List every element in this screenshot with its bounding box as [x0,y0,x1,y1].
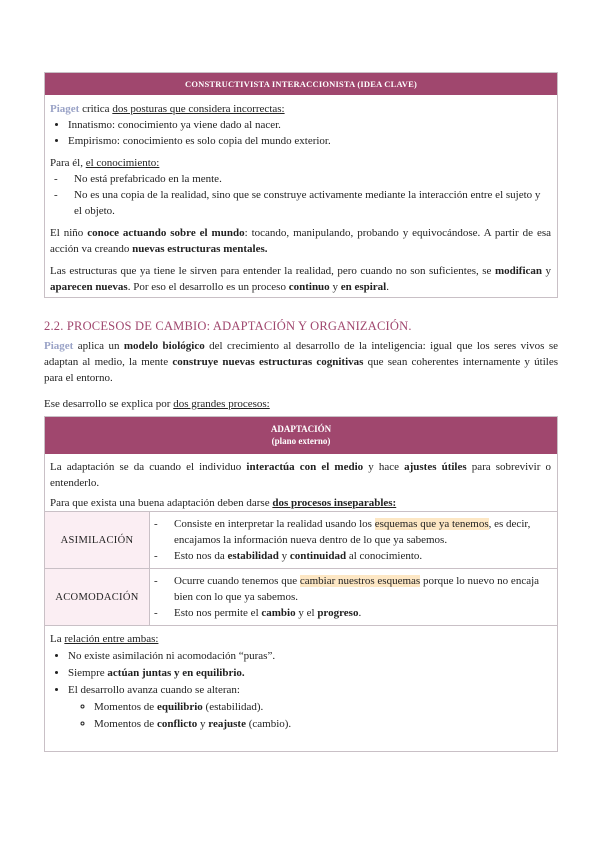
text: El desarrollo avanza cuando se alteran: [68,684,240,696]
bold-text: progreso [317,607,359,619]
section-title: 2.2. PROCESOS DE CAMBIO: ADAPTACIÓN Y ORGANIZACIÓN. [44,319,412,333]
moments-list [68,699,551,733]
text: y [278,550,290,562]
posture-desc: : conocimiento ya viene dado al nacer. [112,119,281,131]
bold-text: modelo biológico [123,340,205,352]
paragraph [44,338,558,386]
text: (cambio). [245,718,292,730]
bold-text: interactúa con el medio [246,461,364,473]
text: Siempre [68,667,108,679]
text: y [542,265,551,277]
bold-text: reajuste [208,718,246,730]
bold-text: cambio [261,607,296,619]
text: La adaptación se da cuando el individuo [50,461,247,473]
bold-text: nuevas estructuras mentales. [132,243,268,255]
text: : tocando, manipulando, probando y equivocándose. A partir de esa acción va creando [50,227,551,255]
paragraph [50,459,551,491]
relation-list [50,648,551,733]
bold-text: continuidad [289,550,347,562]
underlined-text: el conocimiento: [85,157,160,169]
list-item: • No existe asimilación ni acomodación “puras”. [68,648,551,665]
text: Esto nos permite el [174,607,262,619]
constructivist-header: CONSTRUCTIVISTA INTERACCIONISTA (IDEA CLAVE) [45,73,557,95]
posture-name: Innatismo [68,119,112,131]
text: . [386,281,389,293]
underlined-text: relación entre ambas: [64,633,159,645]
list-item [68,133,551,149]
text: critica [79,103,113,115]
paragraph [50,495,551,511]
list-item [174,605,551,621]
bold-text: construye nuevas estructuras cognitivas [172,356,364,368]
paragraph [44,396,270,412]
text: y hace [363,461,405,473]
paragraph [50,263,551,295]
text: , es decir, encajamos la información nueva dentro de lo que ya sabemos. [174,518,531,546]
postures-list [50,117,551,149]
bold-text: en espiral [340,281,387,293]
header-title: ADAPTACIÓN [270,424,332,434]
text: del crecimiento al desarrollo de la inteligencia: igual que los seres vivos se adaptan al medio, la mente [44,340,559,368]
adaptation-box [44,416,558,752]
text: Ocurre cuando tenemos que [174,575,300,587]
asimilacion-content [150,512,557,568]
bold-text: continuo [288,281,330,293]
adaptation-header [45,417,557,454]
bold-underlined-text: dos procesos inseparables: [272,497,397,509]
underlined-text: dos grandes procesos: [173,398,270,410]
list-item [174,516,551,548]
text: y el [295,607,318,619]
text: . [358,607,362,619]
header-subtitle: (plano externo) [271,436,331,446]
asimilacion-label: ASIMILACIÓN [45,512,150,568]
text: . Por eso el desarrollo es un proceso [127,281,289,293]
text: porque lo nuevo no encaja bien con lo que ya sabemos. [174,575,540,603]
list-item [174,548,551,564]
bold-text: modifican [494,265,542,277]
knowledge-list [50,171,551,219]
text: para sobrevivir o entenderlo. [50,461,551,489]
list-item [94,716,551,733]
list-item [68,665,551,682]
posture-desc: : conocimiento es solo copia del mundo exterior. [116,135,331,147]
list-item [94,699,551,716]
paragraph [50,225,551,257]
bold-text: ajustes útiles [404,461,467,473]
constructivist-body [45,95,557,295]
text: Momentos de [94,718,157,730]
acomodacion-row [45,569,557,626]
posture-name: Empirismo [68,135,117,147]
highlighted-text: cambiar nuestros esquemas [299,575,421,587]
bold-text: conflicto [156,718,198,730]
text: Esto nos da [174,550,228,562]
text: que sean coherentes internamente y útiles para el entorno. [44,356,558,384]
relation-section [45,626,557,733]
bold-text: estabilidad [227,550,279,562]
text: aplica un [73,340,124,352]
text: (estabilidad). [202,701,264,713]
highlighted-text: esquemas que ya tenemos [374,518,489,530]
piaget-name: Piaget [50,103,80,115]
bold-text: conoce actuando sobre el mundo [87,227,245,239]
text: y [329,281,341,293]
list-item: - No es una copia de la realidad, sino que se construye activamente mediante la interacción entre el sujeto y el objeto. [74,187,551,219]
bold-text: actúan juntas y en equilibrio. [107,667,245,679]
text: y [197,718,209,730]
text: al conocimiento. [346,550,423,562]
list-item [68,682,551,733]
acomodacion-list [150,573,551,621]
text: Ese desarrollo se explica por [44,398,174,410]
text: Para que exista una buena adaptación deben darse [50,497,273,509]
text: Las estructuras que ya tiene le sirven para entender la realidad, pero cuando no son suficientes, se [50,265,495,277]
acomodacion-content [150,569,557,625]
constructivist-box [44,72,558,298]
bold-text: aparecen nuevas [50,281,128,293]
text: El niño [50,227,88,239]
relation-title [50,631,551,648]
list-item [68,117,551,133]
acomodacion-label: ACOMODACIÓN [45,569,150,625]
list-item [174,573,551,605]
underlined-text: dos posturas que considera incorrectas: [112,103,285,115]
asimilacion-list [150,516,551,564]
adaptation-intro [45,454,557,512]
text: La [50,633,65,645]
intro-line [50,101,551,117]
bold-text: equilibrio [156,701,203,713]
text: Para él, [50,157,86,169]
para-el-line [50,155,551,171]
piaget-name: Piaget [44,340,74,352]
text: Consiste en interpretar la realidad usando los [174,518,375,530]
text: Momentos de [94,701,157,713]
asimilacion-row [45,512,557,569]
list-item: - No está prefabricado en la mente. [74,171,551,187]
